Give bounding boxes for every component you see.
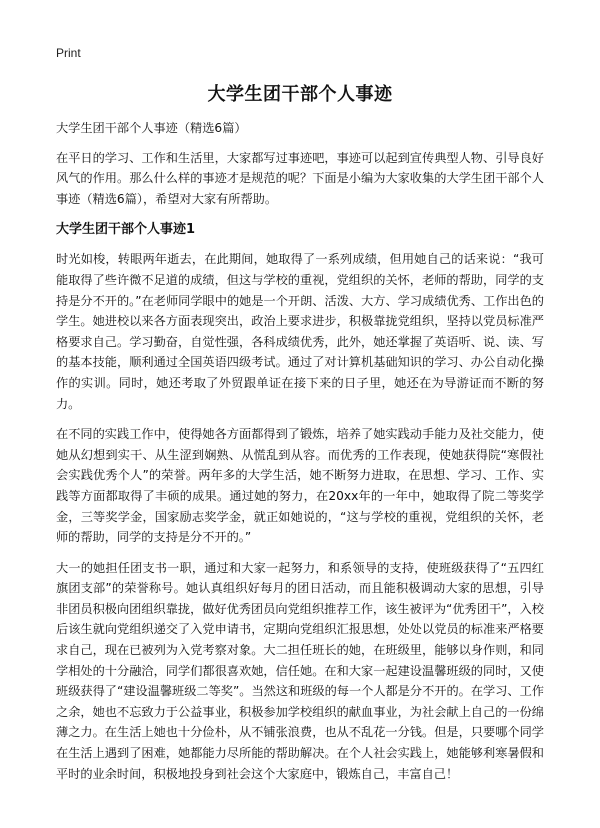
body-paragraph-2: 在不同的实践工作中，使得她各方面都得到了锻炼，培养了她实践动手能力及社交能力，使她从幻想到实干、从生涩到娴熟、从慌乱到从容。而优秀的工作表现，使她获得院“寒假社会实践优秀个人”的荣誉。两年多的大学生活，她不断努力进取，在思想、学习、工作、实践等方面都取得了丰硕的成果。通过她的努力，在20xx年的一年中，她取得了院二等奖学金，三等奖学金，国家励志奖学金，就正如她说的，“这与学校的重视，党组织的关怀，老师的帮助，同学的支持是分不开的。” [56, 427, 544, 545]
intro-paragraph: 在平日的学习、工作和生活里，大家都写过事迹吧，事迹可以起到宣传典型人物、引导良好风气的作用。那么什么样的事迹才是规范的呢？下面是小编为大家收集的大学生团干部个人事迹（精选6篇），希望对大家有所帮助。 [56, 150, 544, 206]
body-paragraph-3: 大一的她担任团支书一职，通过和大家一起努力，和系领导的支持，使班级获得了“五四红旗团支部”的荣誉称号。她认真组织好每月的团日活动，而且能积极调动大家的思想，引导非团员积极向团组织靠拢，做好优秀团员向党组织推荐工作，该生被评为“优秀团干”，入校后该生就向党组织递交了入党申请书，定期向党组织汇报思想，处处以党员的标准来严格要求自己，现在已被列为入党考察对象。大二担任班长的她，在班级里，能够以身作则，和同学相处的十分融洽，同学们都很喜欢她，信任她。在和大家一起建设温馨班级的同时，又使班级获得了“建设温馨班级二等奖”。当然这和班级的每一个人都是分不开的。在学习、工作之余，她也不忘致力于公益事业，积极参加学校组织的献血事业，为社会献上自己的一份绵薄之力。在生活上她也十分俭朴，从不铺张浪费，也从不乱花一分钱。但是，只要哪个同学在生活上遇到了困难，她都能力尽所能的帮助解决。在个人社会实践上，她能够利寒暑假和平时的业余时间，积极地投身到社会这个大家庭中，锻炼自己，丰富自己！ [56, 560, 544, 781]
document-subtitle: 大学生团干部个人事迹（精选6篇） [56, 121, 247, 135]
print-link[interactable]: Print [56, 46, 81, 60]
body-paragraph-1: 时光如梭，转眼两年逝去，在此期间，她取得了一系列成绩，但用她自己的话来说：“我可能取得了些许微不足道的成绩，但这与学校的重视，党组织的关怀，老师的帮助，同学的支持是分不开的。”在老师同学眼中的她是一个开朗、活泼、大方、学习成绩优秀、工作出色的学生。她进校以来各方面表现突出，政治上要求进步，积极靠拢党组织，坚持以党员标准严格要求自己。学习勤奋，自觉性强，各科成绩优秀，此外，她还掌握了英语听、说、读、写的基本技能，顺利通过全国英语四级考试。通过了对计算机基础知识的学习、办公自动化操作的实训。同时，她还考取了外贸跟单证在接下来的日子里，她还在为导游证而不断的努力。 [56, 252, 544, 411]
section-heading: 大学生团干部个人事迹1 [56, 222, 196, 238]
document-body [56, 118, 544, 794]
document-title: 大学生团干部个人事迹 [207, 84, 393, 105]
